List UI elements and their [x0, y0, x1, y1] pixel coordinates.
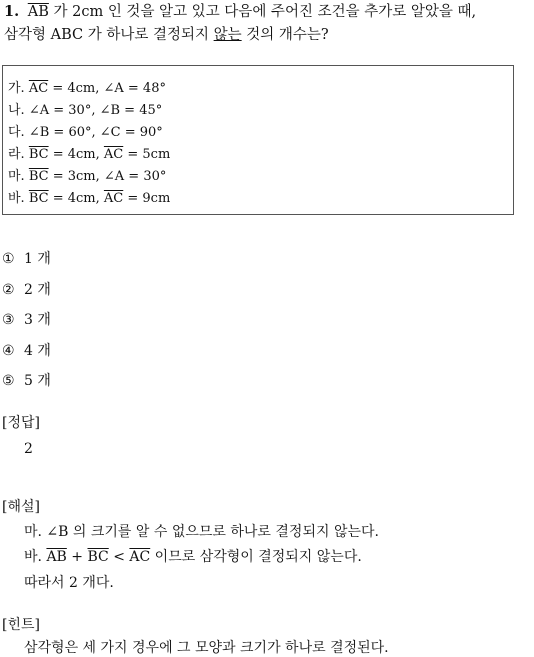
explanation-text: 바.	[24, 549, 47, 565]
condition-text: ∠B = 60°, ∠C = 90°	[28, 125, 163, 140]
answer-label: [정답]	[2, 415, 40, 431]
explanation-line-3: 따라서 2 개다.	[24, 575, 114, 591]
condition-label: 라.	[8, 147, 25, 162]
segment: $\overline{AC}$	[129, 549, 151, 565]
condition-text: = 4cm,	[48, 147, 104, 162]
choice-marker: ⑤	[2, 373, 15, 389]
choice-4[interactable]	[2, 342, 51, 360]
choice-2[interactable]	[2, 281, 51, 299]
condition-item	[8, 146, 170, 164]
condition-label: 다.	[8, 125, 25, 140]
segment: $\overline{AB}$	[46, 549, 67, 565]
condition-label: 나.	[8, 103, 25, 118]
segment: $\overline{BC}$	[87, 549, 109, 565]
condition-text: = 3cm, ∠A = 30°	[48, 169, 167, 184]
segment: $\overline{AC}$	[103, 147, 124, 162]
condition-label: 바.	[8, 191, 25, 206]
segment: $\overline{BC}$	[28, 191, 49, 206]
segment: $\overline{AC}$	[28, 81, 49, 96]
question-text-2b: 것의 개수는?	[241, 27, 329, 43]
question-underlined-word: 않는	[213, 27, 242, 43]
conditions-box	[2, 65, 514, 215]
condition-item	[8, 80, 166, 98]
choice-5[interactable]	[2, 372, 51, 390]
condition-item	[8, 190, 170, 208]
segment: $\overline{AC}$	[103, 191, 124, 206]
choice-text: 3 개	[24, 312, 51, 328]
condition-text: = 4cm,	[48, 191, 104, 206]
choice-marker: ①	[2, 251, 15, 267]
condition-item	[8, 168, 166, 186]
choice-1[interactable]	[2, 250, 51, 268]
condition-text: = 4cm, ∠A = 48°	[48, 81, 166, 96]
choice-marker: ③	[2, 312, 15, 328]
choice-text: 5 개	[24, 373, 51, 389]
question-line-1	[4, 2, 476, 22]
choice-3[interactable]	[2, 311, 51, 329]
math-operator: +	[66, 549, 88, 565]
segment: $\overline{BC}$	[28, 147, 49, 162]
choice-text: 1 개	[24, 251, 51, 267]
condition-text: ∠A = 30°, ∠B = 45°	[28, 103, 163, 118]
condition-label: 가.	[8, 81, 25, 96]
condition-label: 마.	[8, 169, 25, 184]
explanation-line-1: 마. ∠B 의 크기를 알 수 없으므로 하나로 결정되지 않는다.	[24, 524, 379, 540]
choice-text: 4 개	[24, 343, 51, 359]
explanation-label: [해설]	[2, 499, 40, 515]
segment: $\overline{BC}$	[28, 169, 49, 184]
condition-text: = 5cm	[123, 147, 171, 162]
condition-item	[8, 124, 163, 142]
math-operator: <	[108, 549, 130, 565]
choice-marker: ④	[2, 343, 15, 359]
explanation-text: 이므로 삼각형이 결정되지 않는다.	[150, 549, 362, 565]
segment-ab: $\overline{AB}$	[27, 4, 49, 20]
choice-text: 2 개	[24, 282, 51, 298]
hint-label: [힌트]	[2, 617, 40, 633]
question-text-2a: 삼각형 ABC 가 하나로 결정되지	[4, 27, 214, 43]
question-number: 1.	[4, 3, 20, 20]
question-text-1: 가 2cm 인 것을 알고 있고 다음에 주어진 조건을 추가로 알았을 때,	[48, 4, 477, 20]
hint-text: 삼각형은 세 가지 경우에 그 모양과 크기가 하나로 결정된다.	[24, 640, 389, 656]
answer-value: 2	[24, 441, 33, 457]
question-line-2	[4, 25, 329, 45]
choice-marker: ②	[2, 282, 15, 298]
condition-item	[8, 102, 162, 120]
explanation-line-2	[24, 548, 362, 566]
condition-text: = 9cm	[123, 191, 171, 206]
